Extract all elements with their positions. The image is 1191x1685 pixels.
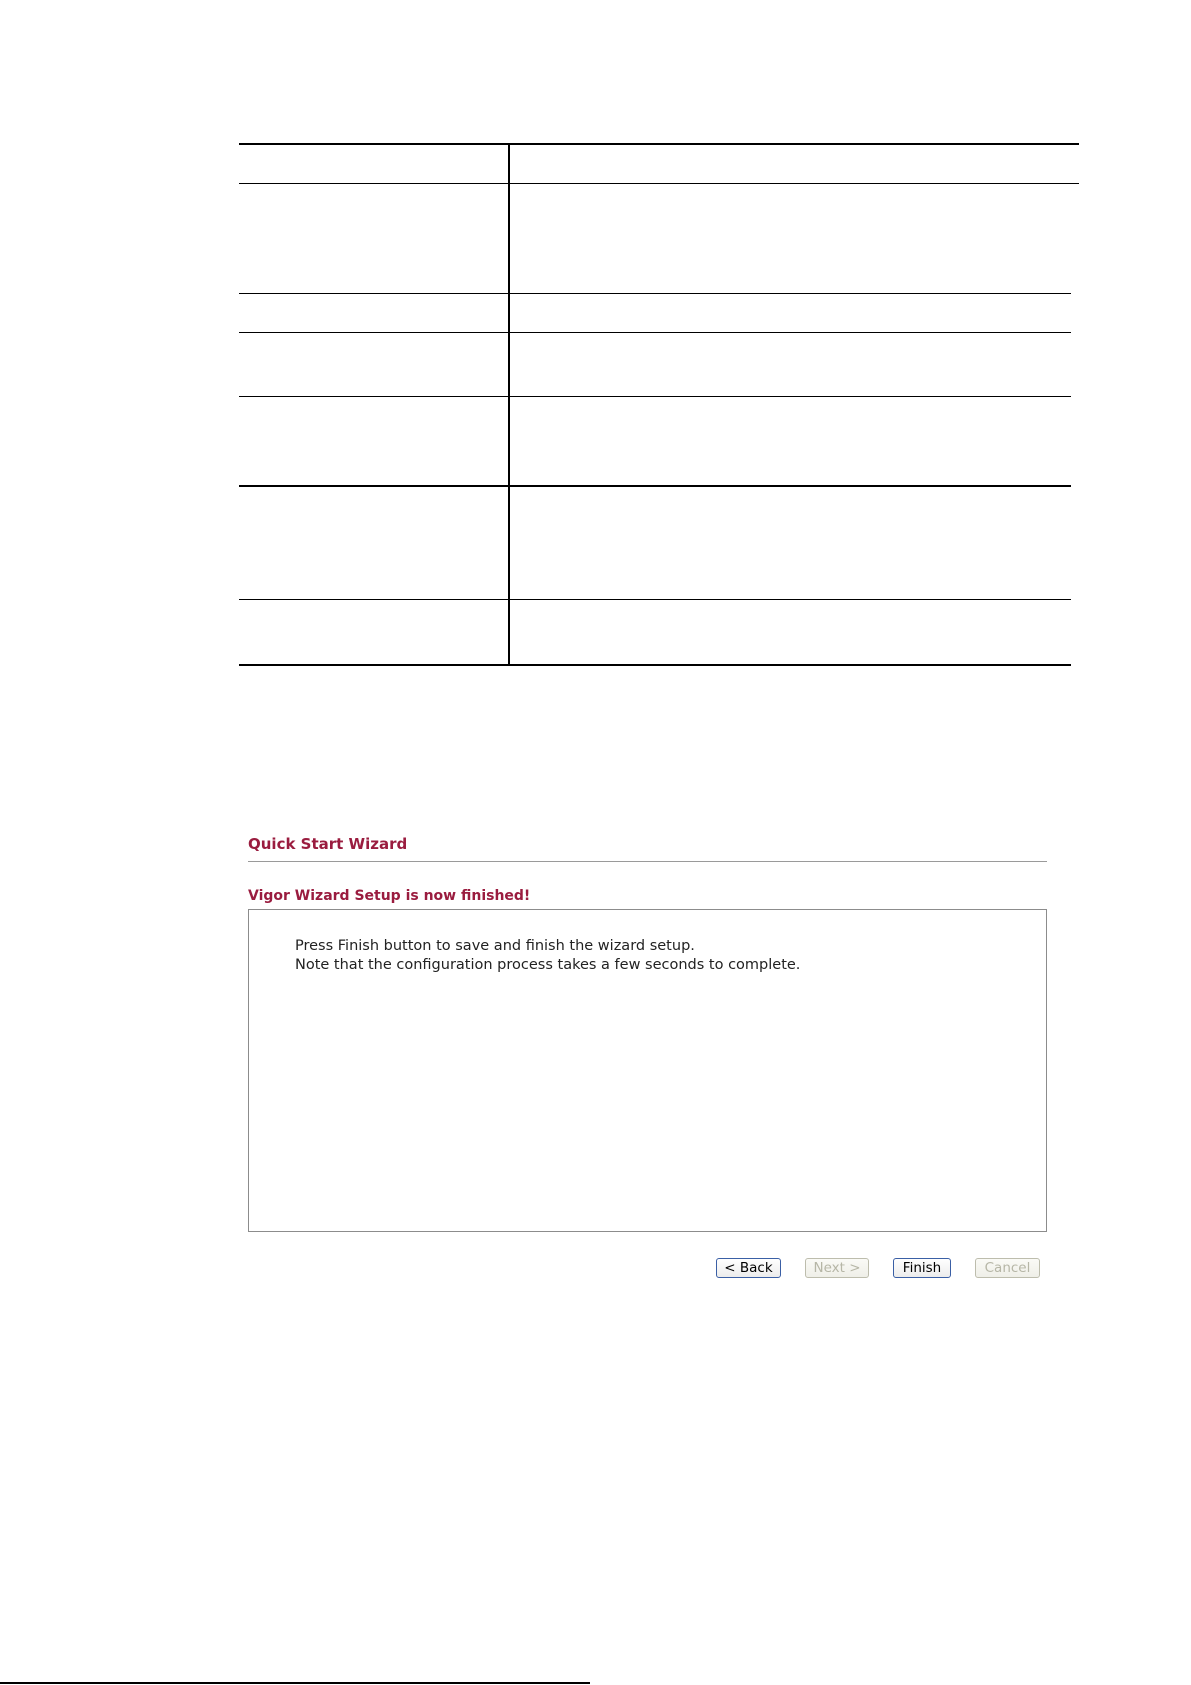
back-button[interactable]: < Back xyxy=(716,1258,781,1278)
document-table xyxy=(239,143,1079,667)
message-text xyxy=(295,937,800,975)
cancel-button[interactable]: Cancel xyxy=(975,1258,1040,1278)
page-title: Quick Start Wizard xyxy=(248,835,408,853)
table-row-divider xyxy=(239,396,1071,397)
message-line: Press Finish button to save and finish the wizard setup. xyxy=(295,938,695,954)
table-header-rule xyxy=(239,183,1079,184)
finish-button[interactable]: Finish xyxy=(893,1258,951,1278)
table-row-divider xyxy=(239,599,1071,600)
table-bottom-rule xyxy=(239,664,1071,666)
title-divider xyxy=(248,861,1047,862)
table-row-divider xyxy=(239,293,1071,294)
table-column-divider xyxy=(508,143,510,666)
table-row-divider xyxy=(239,332,1071,333)
message-line: Note that the configuration process takes a few seconds to complete. xyxy=(295,957,801,973)
table-top-rule xyxy=(239,143,1079,145)
next-button[interactable]: Next > xyxy=(805,1258,869,1278)
footer-rule xyxy=(0,1682,590,1684)
wizard-message-panel xyxy=(248,909,1047,1232)
section-heading: Vigor Wizard Setup is now finished! xyxy=(248,888,531,904)
table-row-divider xyxy=(239,485,1071,487)
